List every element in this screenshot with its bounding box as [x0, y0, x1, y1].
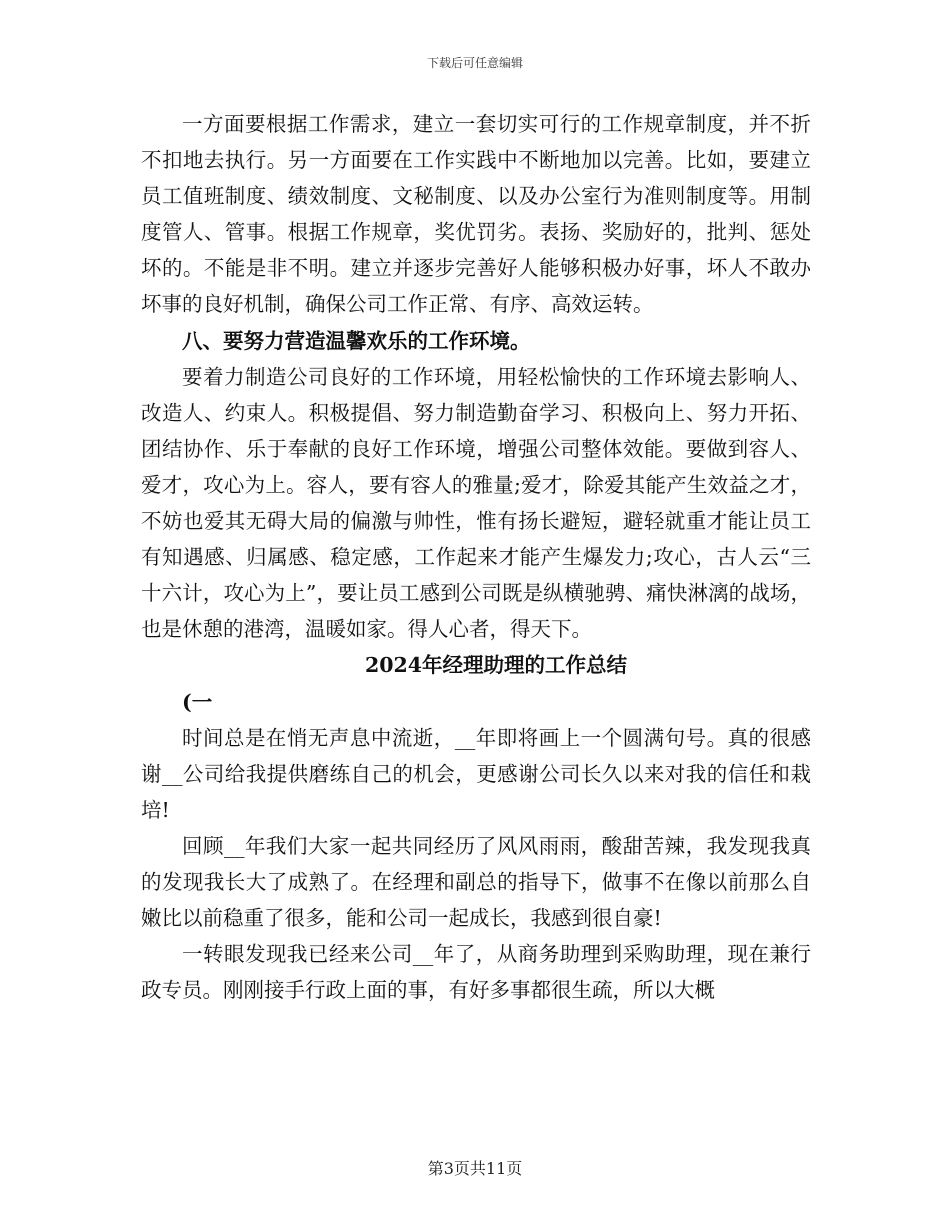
document-body [141, 106, 811, 1008]
paragraph-role-change: 一转眼发现我已经来公司__年了，从商务助理到采购助理，现在兼行政专员。刚刚接手行政上面的事，有好多事都很生疏，所以大概 [141, 942, 811, 1003]
page-number: 第3页共11页 [427, 1159, 523, 1178]
page-header-note: 下载后可任意编辑 [426, 56, 523, 70]
section-subheading: (一 [182, 689, 213, 714]
paragraph-rules-system: 一方面要根据工作需求，建立一套切实可行的工作规章制度，并不折不扣地去执行。另一方面要在工作实践中不断地加以完善。比如，要建立员工值班制度、绩效制度、文秘制度、以及办公室行为准则制度等。用制度管人、管事。根据工作规章，奖优罚劣。表扬、奖励好的，批判、惩处坏的。不能是非不明。建立并逐步完善好人能够积极办好事，坏人不敢办坏事的良好机制，确保公司工作正常、有序、高效运转。 [141, 112, 811, 317]
paragraph-review: 回顾__年我们大家一起共同经历了风风雨雨，酸甜苦辣，我发现我真的发现我长大了成熟了。在经理和副总的指导下，做事不在像以前那么自嫩比以前稳重了很多，能和公司一起成长，我感到很自豪! [141, 833, 811, 931]
document-title: 2024年经理助理的工作总结 [364, 653, 628, 678]
paragraph-gratitude: 时间总是在悄无声息中流逝，__年即将画上一个圆满句号。真的很感谢__公司给我提供磨练自己的机会，更感谢公司长久以来对我的信任和栽培! [141, 725, 811, 822]
paragraph-work-environment: 要着力制造公司良好的工作环境，用轻松愉快的工作环境去影响人、改造人、约束人。积极提倡、努力制造勤奋学习、积极向上、努力开拓、团结协作、乐于奉献的良好工作环境，增强公司整体效能。要做到容人、爱才，攻心为上。容人，要有容人的雅量;爱才，除爱其能产生效益之才，不妨也爱其无碍大局的偏激与帅性，惟有扬长避短，避轻就重才能让员工有知遇感、归属感、稳定感，工作起来才能产生爆发力;攻心，古人云“三十六计，攻心为上”，要让员工感到公司既是纵横驰骋、痛快淋漓的战场，也是休憩的港湾，温暖如家。得人心者，得天下。 [141, 364, 811, 642]
section-heading-8: 八、要努力营造温馨欢乐的工作环境。 [182, 328, 531, 353]
